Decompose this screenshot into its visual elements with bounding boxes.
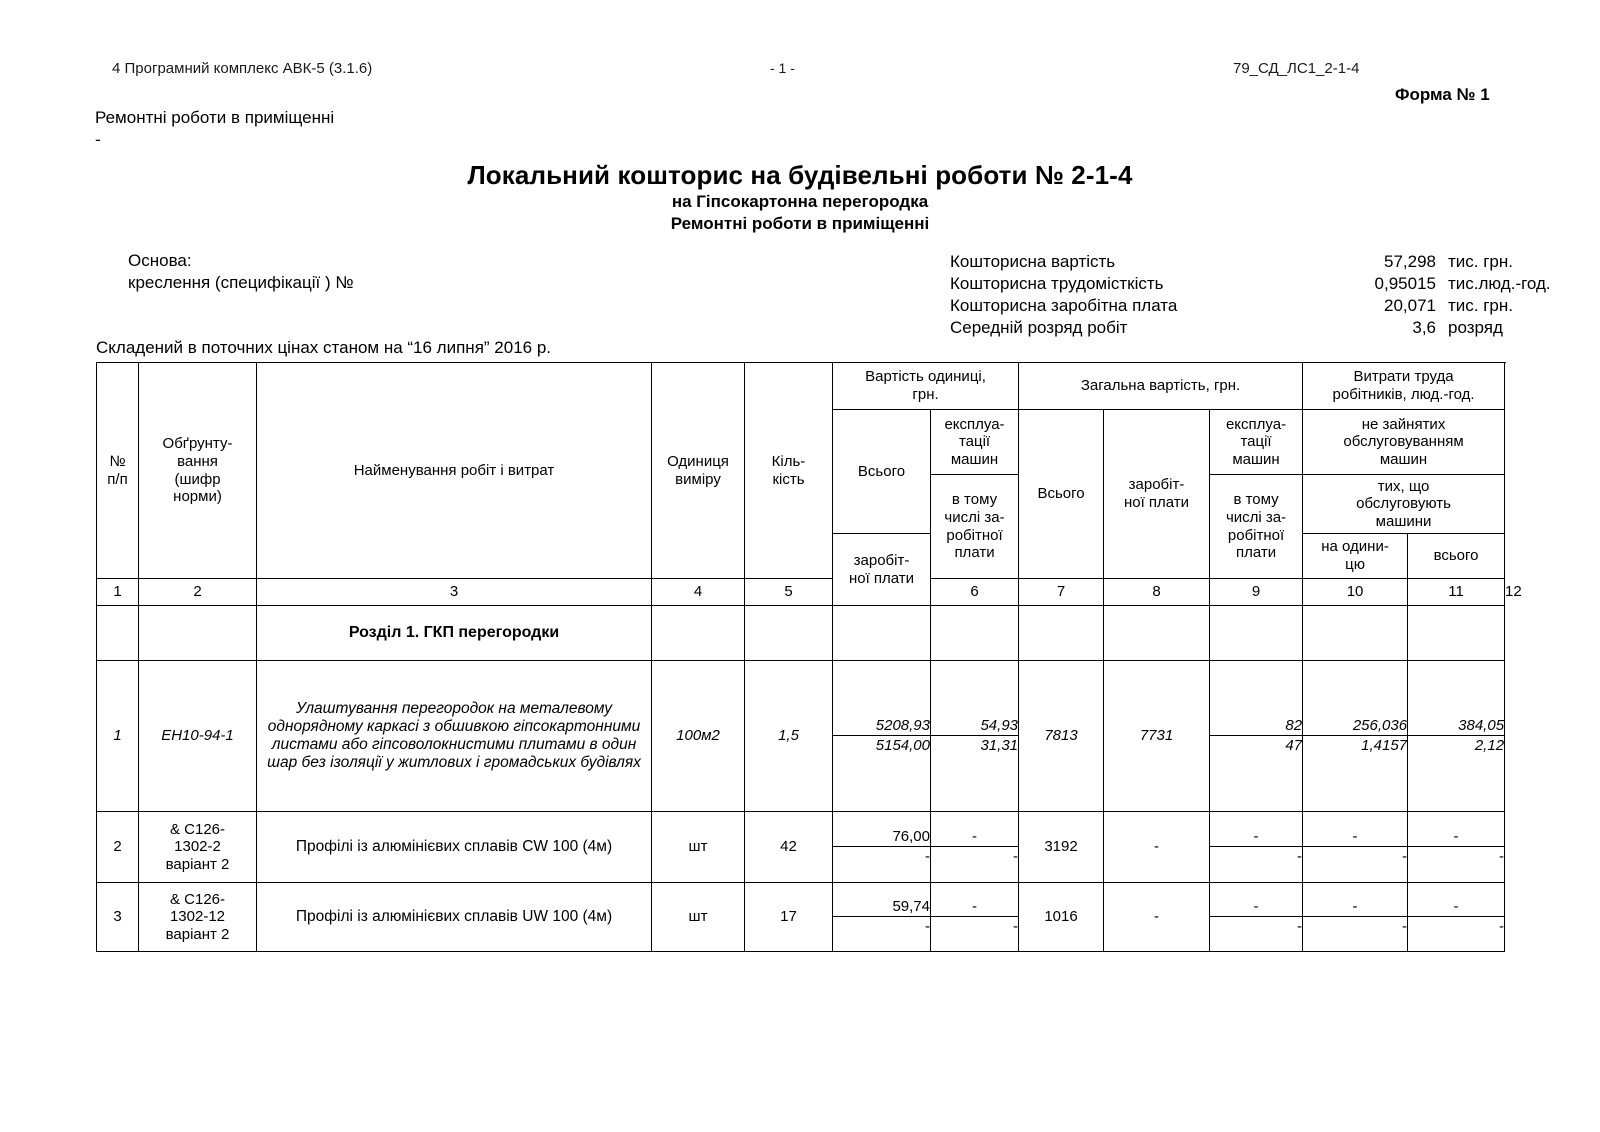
header-per-unit-line2: цю (1345, 556, 1365, 573)
total-row (950, 296, 1598, 318)
row-labour-total (1408, 661, 1505, 812)
row-code: ЕН10-94-1 (139, 661, 257, 812)
title-scope: Ремонтні роботи в приміщенні (670, 213, 930, 233)
header-per-unit-line1: на одини- (1321, 538, 1389, 556)
header-col-name: Найменування робіт і витрат (257, 363, 652, 579)
value-bottom: - (1402, 918, 1408, 935)
column-number: 9 (1210, 579, 1303, 606)
value-bottom: - (1499, 848, 1505, 865)
column-number: 7 (1019, 579, 1104, 606)
header-machines-line2: тації (1240, 433, 1272, 451)
value-bottom: 2,12 (1474, 737, 1505, 754)
column-number: 10 (1303, 579, 1408, 606)
header-not-servicing-line3: машин (1379, 450, 1428, 468)
row-quantity: 17 (745, 883, 833, 952)
row-labour-total (1408, 883, 1505, 952)
value-bottom: 31,31 (980, 737, 1019, 754)
value-top: - (1303, 828, 1407, 847)
column-number: 4 (652, 579, 745, 606)
header-unit-cost-total: Всього (833, 410, 931, 534)
value-pair (1408, 898, 1504, 935)
section-title: Розділ 1. ГКП перегородки (257, 606, 652, 661)
value-bottom: 5154,00 (875, 737, 930, 754)
value-pair (1303, 717, 1407, 754)
header-total-cost-total: Всього (1019, 410, 1104, 579)
header-not-servicing-line2: обслуговуванням (1343, 433, 1464, 451)
value-bottom: - (1297, 918, 1303, 935)
header-total-cost-incl-wages (1210, 475, 1303, 579)
row-unit-cost-total (833, 812, 931, 883)
value-pair (833, 828, 930, 865)
section-blank-cell (1408, 606, 1505, 661)
title-block (0, 160, 1600, 235)
column-number: 1 (97, 579, 139, 606)
row-total-cost: 3192 (1019, 812, 1104, 883)
row-total-cost: 7813 (1019, 661, 1104, 812)
total-label: Середній розряд робіт (950, 318, 1128, 337)
row-number: 2 (97, 812, 139, 883)
section-blank-cell (652, 606, 745, 661)
header-wages-line2: ної плати (848, 569, 915, 587)
header-machines-line2: тації (958, 433, 991, 451)
total-row (950, 274, 1598, 296)
header-incl-wages-line2: числі за- (944, 508, 1005, 526)
document-dash: - (95, 130, 101, 149)
column-number: 11 (1408, 579, 1505, 606)
header-group-labour (1303, 363, 1505, 410)
header-machines-line3: машин (950, 450, 999, 468)
row-unit-cost-machines (931, 883, 1019, 952)
row-code-line1: & С126- (169, 820, 226, 838)
header-unit-line1: Одиниця (667, 452, 729, 470)
row-description: Улаштування перегородок на металевому однорядному каркасі з обшивкою гіпсокартонними листами або гіпсоволокнистими плитами в один шар без ізоляції у житлових і громадських будівлях (257, 661, 652, 812)
section-blank-cell (1019, 606, 1104, 661)
section-blank-cell (931, 606, 1019, 661)
table-header-row (97, 363, 1505, 410)
section-blank-cell (1303, 606, 1408, 661)
header-unit-cost-line1: Вартість одиниці, (865, 368, 986, 386)
page-marker: - 1 - (770, 60, 795, 76)
row-code (139, 812, 257, 883)
document-subject: Ремонтні роботи в приміщенні (95, 108, 335, 127)
header-unit-cost-incl-wages (931, 475, 1019, 579)
total-value: 20,071 (1384, 296, 1436, 315)
value-pair (833, 717, 930, 754)
value-pair (1408, 828, 1504, 865)
column-number-row: 1 2 3 4 5 6 7 8 9 10 11 12 (97, 579, 1505, 606)
total-value: 0,95015 (1374, 274, 1436, 293)
header-basis-line4: норми) (173, 488, 222, 506)
row-code-line3: варіант 2 (165, 925, 230, 943)
header-incl-wages-line1: в тому (951, 491, 998, 509)
value-bottom: 1,4157 (1361, 737, 1408, 754)
header-qty-line1: Кіль- (771, 452, 806, 470)
value-top: - (931, 898, 1018, 917)
value-pair (931, 828, 1018, 865)
header-not-servicing-line1: не зайнятих (1361, 415, 1446, 433)
header-machines-line1: експлуа- (1225, 415, 1287, 433)
value-bottom: 47 (1285, 737, 1303, 754)
totals-block (950, 252, 1598, 340)
value-top: 54,93 (931, 717, 1018, 736)
total-value: 57,298 (1384, 252, 1436, 271)
basis-specification: креслення (специфікації ) № (128, 273, 354, 292)
section-blank-cell (745, 606, 833, 661)
row-total-wages: - (1104, 812, 1210, 883)
header-unit-cost-line2: грн. (912, 386, 939, 403)
header-unit-cost-machines (931, 410, 1019, 475)
row-quantity: 42 (745, 812, 833, 883)
value-bottom: - (1499, 918, 1505, 935)
column-number: 6 (931, 579, 1019, 606)
header-no-line2: п/п (107, 470, 128, 488)
header-basis-line2: вання (177, 452, 218, 470)
column-number: 3 (257, 579, 652, 606)
section-blank-cell (1210, 606, 1303, 661)
value-pair (1408, 717, 1504, 754)
header-labour-per-unit (1303, 534, 1408, 579)
header-no-line1: № (109, 452, 126, 470)
row-code-line3: варіант 2 (165, 855, 230, 873)
header-servicing-line3: машини (1375, 512, 1432, 530)
value-bottom: - (1013, 918, 1019, 935)
row-code-line1: & С126- (169, 890, 226, 908)
value-top: - (1210, 828, 1302, 847)
value-top: - (1408, 898, 1504, 917)
compiled-on-note: Складений в поточних цінах станом на “16 липня” 2016 р. (96, 338, 551, 357)
document-code: 79_СД_ЛС1_2-1-4 (1233, 60, 1360, 77)
title-subject: на Гіпсокартонна перегородка (671, 191, 929, 211)
value-top: 5208,93 (833, 717, 930, 736)
section-blank-cell (1104, 606, 1210, 661)
header-col-basis (139, 363, 257, 579)
value-pair (931, 898, 1018, 935)
header-machines-line1: експлуа- (944, 415, 1005, 433)
total-unit: тис. грн. (1448, 252, 1513, 271)
header-labour-total: всього (1408, 534, 1505, 579)
value-top: - (931, 828, 1018, 847)
section-blank-cell (139, 606, 257, 661)
header-labour-servicing (1303, 475, 1505, 534)
row-total-wages: 7731 (1104, 661, 1210, 812)
row-code (139, 883, 257, 952)
column-number: 5 (745, 579, 833, 606)
row-description: Профілі із алюмінієвих сплавів UW 100 (4м) (257, 883, 652, 952)
value-bottom: - (1402, 848, 1408, 865)
row-labour-per-unit (1303, 812, 1408, 883)
total-label: Кошторисна заробітна плата (950, 296, 1178, 315)
total-label: Кошторисна трудомісткість (950, 274, 1164, 293)
row-unit-cost-machines (931, 812, 1019, 883)
section-blank-cell (97, 606, 139, 661)
basis-label: Основа: (128, 251, 192, 270)
row-number: 1 (97, 661, 139, 812)
section-blank-cell (833, 606, 931, 661)
row-total-wages: - (1104, 883, 1210, 952)
value-top: 76,00 (833, 828, 930, 847)
row-unit: 100м2 (652, 661, 745, 812)
header-basis-line1: Обґрунту- (162, 435, 233, 453)
value-top: 256,036 (1303, 717, 1407, 736)
row-labour-per-unit (1303, 661, 1408, 812)
value-top: 384,05 (1408, 717, 1504, 736)
header-labour-line1: Витрати труда (1353, 368, 1454, 386)
total-row (950, 318, 1598, 340)
header-basis-line3: (шифр (174, 470, 221, 488)
page-title: Локальний кошторис на будівельні роботи № 2-1-4 (467, 160, 1133, 190)
table-row[interactable] (97, 812, 1505, 883)
row-unit: шт (652, 883, 745, 952)
header-servicing-line1: тих, що (1377, 477, 1430, 495)
row-labour-per-unit (1303, 883, 1408, 952)
row-code-line2: 1302-12 (169, 908, 226, 926)
header-incl-wages-line2: числі за- (1225, 508, 1287, 526)
estimate-table (96, 362, 1522, 952)
header-wages-line1: заробіт- (853, 551, 910, 569)
row-total-machines (1210, 812, 1303, 883)
value-bottom: - (925, 918, 930, 935)
row-unit: шт (652, 812, 745, 883)
value-top: - (1303, 898, 1407, 917)
header-wages-line2: ної плати (1123, 494, 1190, 511)
row-total-machines (1210, 883, 1303, 952)
row-code-line2: 1302-2 (174, 838, 221, 856)
total-unit: тис. грн. (1448, 296, 1513, 315)
row-unit-cost-total (833, 883, 931, 952)
header-incl-wages-line3: робітної (1227, 526, 1285, 544)
header-unit-line2: виміру (675, 470, 721, 488)
header-incl-wages-line4: плати (954, 544, 995, 562)
row-quantity: 1,5 (745, 661, 833, 812)
header-group-unit-cost (833, 363, 1019, 410)
header-qty-line2: кість (772, 470, 805, 488)
value-pair (1210, 717, 1302, 754)
total-value: 3,6 (1412, 318, 1436, 337)
header-labour-line2: робітників, люд.-год. (1332, 386, 1475, 403)
value-bottom: - (1013, 848, 1019, 865)
total-label: Кошторисна вартість (950, 252, 1116, 271)
header-col-quantity (745, 363, 833, 579)
header-unit-cost-wages (833, 534, 931, 606)
value-bottom: - (1297, 848, 1303, 865)
header-incl-wages-line3: робітної (946, 526, 1003, 544)
section-caption-row (97, 606, 1505, 661)
form-number-label: Форма № 1 (1395, 85, 1490, 104)
header-col-no (97, 363, 139, 579)
row-total-cost: 1016 (1019, 883, 1104, 952)
header-machines-line3: машин (1232, 450, 1280, 468)
value-pair (931, 717, 1018, 754)
header-wages-line1: заробіт- (1128, 476, 1185, 494)
header-total-cost-machines (1210, 410, 1303, 475)
running-head-left: 4 Програмний комплекс АВК-5 (3.1.6) (112, 60, 373, 77)
row-unit-cost-machines (931, 661, 1019, 812)
table-row[interactable] (97, 661, 1505, 812)
value-top: - (1408, 828, 1504, 847)
header-total-cost-wages (1104, 410, 1210, 579)
column-number: 8 (1104, 579, 1210, 606)
row-labour-total (1408, 812, 1505, 883)
value-top: - (1210, 898, 1302, 917)
value-pair (1210, 828, 1302, 865)
value-top: 82 (1210, 717, 1302, 736)
value-pair (1210, 898, 1302, 935)
total-unit: розряд (1448, 318, 1503, 337)
row-number: 3 (97, 883, 139, 952)
header-col-unit (652, 363, 745, 579)
value-pair (1303, 828, 1407, 865)
value-pair (1303, 898, 1407, 935)
table-row[interactable] (97, 883, 1505, 952)
header-incl-wages-line1: в тому (1233, 491, 1279, 509)
value-top: 59,74 (833, 898, 930, 917)
header-incl-wages-line4: плати (1235, 544, 1277, 562)
row-unit-cost-total (833, 661, 931, 812)
row-total-machines (1210, 661, 1303, 812)
total-row (950, 252, 1598, 274)
value-bottom: - (925, 848, 930, 865)
header-labour-not-servicing (1303, 410, 1505, 475)
total-unit: тис.люд.-год. (1448, 274, 1551, 293)
column-number: 2 (139, 579, 257, 606)
header-servicing-line2: обслуговують (1356, 495, 1451, 513)
value-pair (833, 898, 930, 935)
header-group-total-cost: Загальна вартість, грн. (1019, 363, 1303, 410)
row-description: Профілі із алюмінієвих сплавів CW 100 (4м) (257, 812, 652, 883)
